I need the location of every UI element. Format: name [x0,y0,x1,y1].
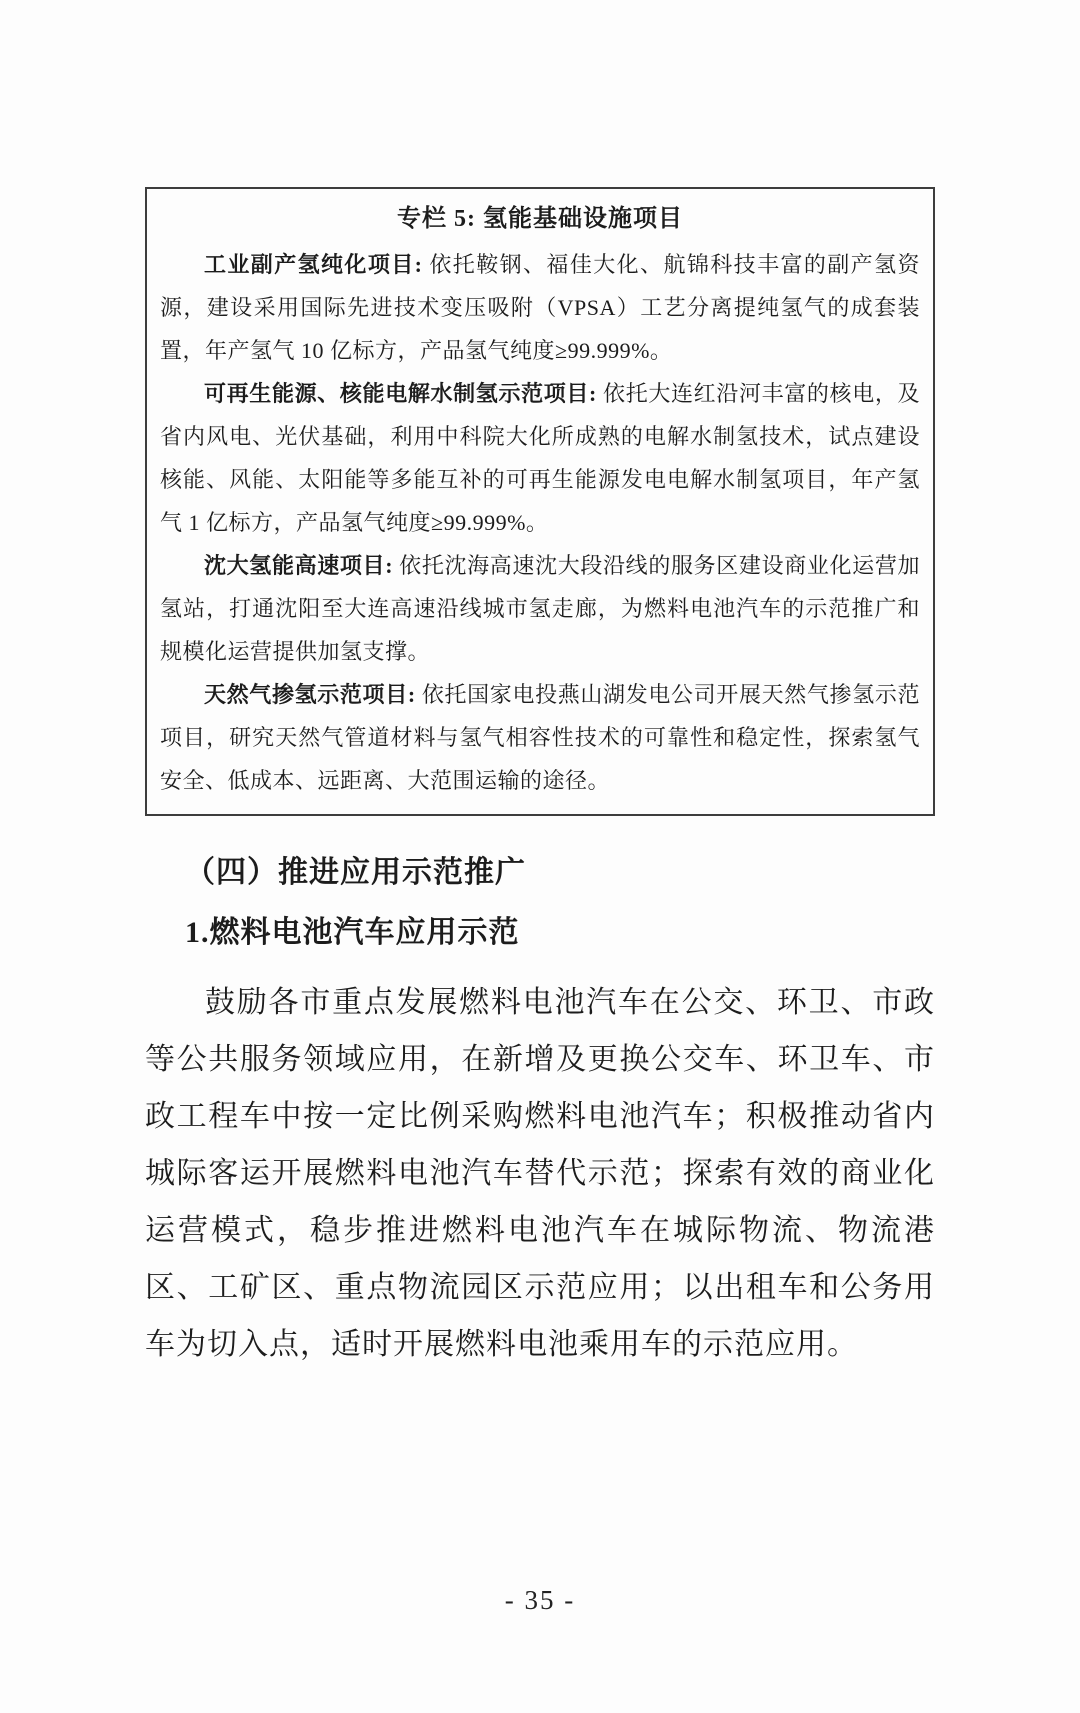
box-paragraph [160,243,920,372]
project-description: 依托国家电投燕山湖发电公司开展天然气掺氢示范项目，研究天然气管道材料与氢气相容性技术的可靠性和稳定性，探索氢气安全、低成本、远距离、大范围运输的途径。 [160,682,920,793]
project-name-label: 天然气掺氢示范项目: [204,682,416,707]
subsection-heading: 1.燃料电池汽车应用示范 [185,916,520,949]
project-description: 依托大连红沿河丰富的核电，及省内风电、光伏基础，利用中科院大化所成熟的电解水制氢技术，试点建设核能、风能、太阳能等多能互补的可再生能源发电电解水制氢项目，年产氢气 1 亿标方，产品氢气纯度≥99.999%。 [160,381,920,535]
project-description: 依托鞍钢、福佳大化、航锦科技丰富的副产氢资源，建设采用国际先进技术变压吸附（VPSA）工艺分离提纯氢气的成套装置，年产氢气 10 亿标方，产品氢气纯度≥99.999%。 [160,252,920,363]
project-name-label: 可再生能源、核能电解水制氢示范项目: [204,381,597,406]
box-paragraph [160,372,920,544]
box-paragraph [160,673,920,802]
body-paragraph: 鼓励各市重点发展燃料电池汽车在公交、环卫、市政等公共服务领域应用，在新增及更换公交车、环卫车、市政工程车中按一定比例采购燃料电池汽车；积极推动省内城际客运开展燃料电池汽车替代示范；探索有效的商业化运营模式，稳步推进燃料电池汽车在城际物流、物流港区、工矿区、重点物流园区示范应用；以出租车和公务用车为切入点，适时开展燃料电池乘用车的示范应用。 [145,986,935,1361]
project-box [145,187,935,816]
page-content [145,187,935,1373]
project-description: 依托沈海高速沈大段沿线的服务区建设商业化运营加氢站，打通沈阳至大连高速沿线城市氢走廊，为燃料电池汽车的示范推广和规模化运营提供加氢支撑。 [160,553,920,664]
section-heading: （四）推进应用示范推广 [185,856,526,889]
box-paragraph [160,544,920,673]
document-page [0,187,1080,1713]
box-title: 专栏 5: 氢能基础设施项目 [397,206,683,232]
project-name-label: 工业副产氢纯化项目: [204,252,423,277]
project-name-label: 沈大氢能高速项目: [204,553,394,578]
page-number: - 35 - [504,1585,576,1615]
